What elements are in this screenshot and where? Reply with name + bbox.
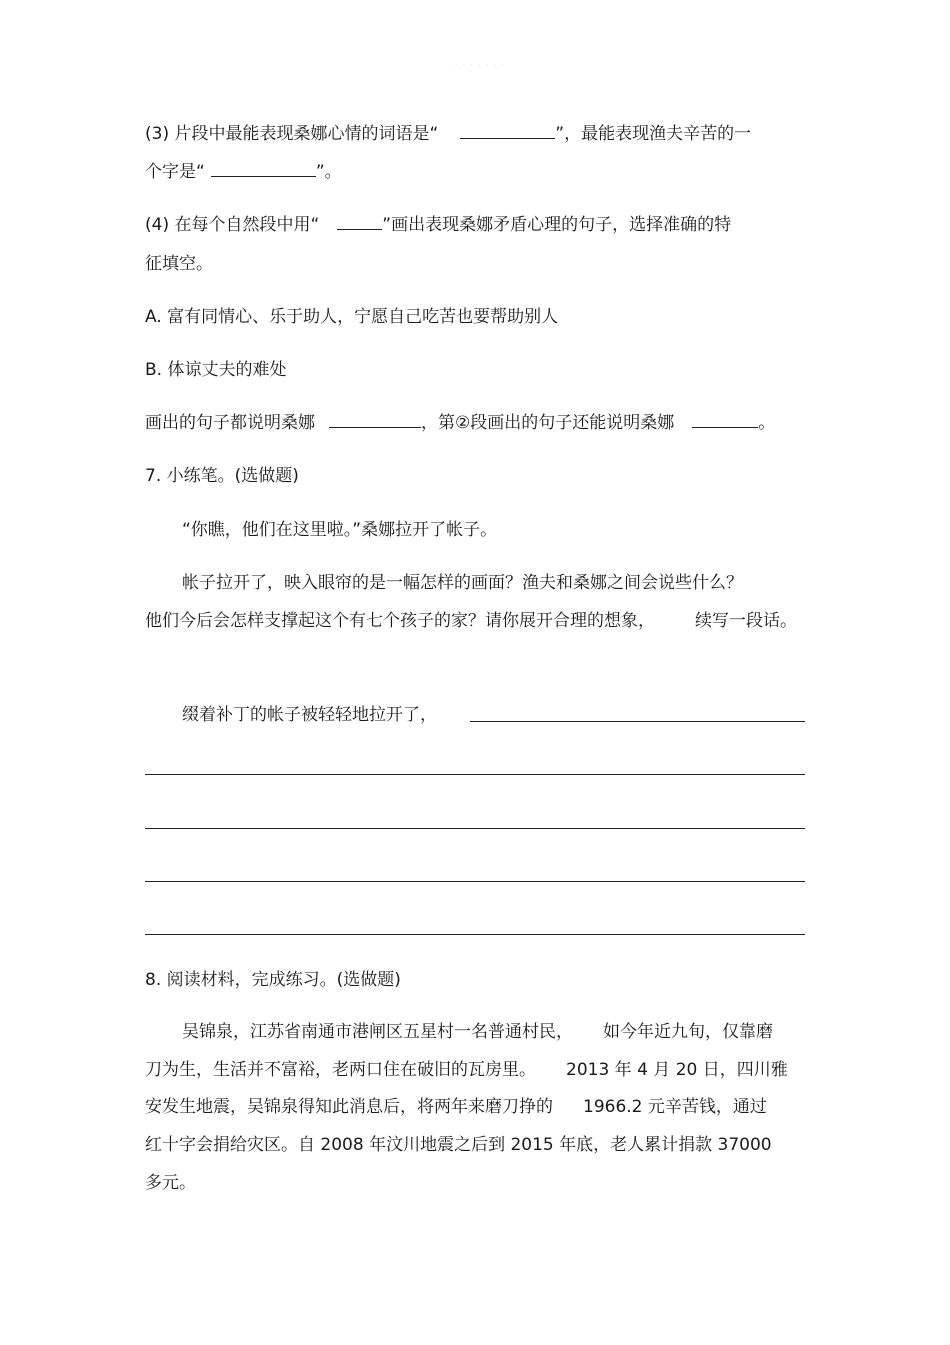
q8-para-line-2 — [145, 1058, 788, 1082]
q4-line-1 — [145, 213, 731, 237]
q4-blank-mark[interactable] — [337, 213, 382, 230]
q3-line-1 — [145, 122, 751, 146]
q4-fill-text-c: 。 — [758, 413, 776, 433]
q4-option-b: B. 体谅丈夫的难处 — [145, 360, 287, 380]
q7-writing-line-5[interactable] — [145, 934, 805, 935]
q3-text-b: ”，最能表现渔夫辛苦的一 — [555, 124, 752, 144]
q7-prompt-1: 帐子拉开了，映入眼帘的是一幅怎样的画面？渔夫和桑娜之间会说些什么？ — [182, 573, 743, 593]
q4-line-2: 征填空。 — [145, 254, 213, 274]
q7-writing-line-4[interactable] — [145, 881, 805, 882]
q7-writing-line-1[interactable] — [470, 721, 805, 722]
q8-title: 8. 阅读材料，完成练习。(选做题) — [145, 970, 401, 990]
q3-text-a: (3) 片段中最能表现桑娜心情的词语是“ — [145, 124, 439, 144]
q8-p1-b: 如今年近九旬，仅靠磨 — [603, 1022, 773, 1042]
q7-title: 7. 小练笔。(选做题) — [145, 466, 299, 486]
q8-p2-b: 2013 年 4 月 20 日，四川雅 — [566, 1060, 788, 1080]
q7-writing-line-3[interactable] — [145, 828, 805, 829]
q4-fill-text-a: 画出的句子都说明桑娜 — [145, 413, 315, 433]
q8-p3-b: 1966.2 元辛苦钱，通过 — [583, 1097, 767, 1117]
q4-blank-trait-all[interactable] — [329, 411, 421, 428]
q8-p3-a: 安发生地震，吴锦泉得知此消息后，将两年来磨刀挣的 — [145, 1097, 553, 1117]
q7-writing-line-2[interactable] — [145, 774, 805, 775]
q7-quote: “你瞧，他们在这里啦。”桑娜拉开了帐子。 — [182, 520, 498, 540]
q7-prompt-2a: 他们今后会怎样支撑起这个有七个孩子的家？请你展开合理的想象， — [145, 611, 655, 631]
q4-blank-trait-2[interactable] — [692, 411, 758, 428]
page-header-mark: · · · · · · · — [455, 62, 506, 69]
q8-p2-a: 刀为生，生活并不富裕，老两口住在破旧的瓦房里。 — [145, 1060, 536, 1080]
q8-para-line-5: 多元。 — [145, 1173, 196, 1193]
q7-prompt-2b: 续写一段话。 — [695, 611, 797, 631]
q7-prompt-2 — [145, 609, 797, 633]
q4-fill-line — [145, 411, 775, 435]
q8-p1-a: 吴锦泉，江苏省南通市港闸区五星村一名普通村民， — [182, 1022, 573, 1042]
q4-text-a: (4) 在每个自然段中用“ — [145, 215, 320, 235]
q3-blank-word[interactable] — [460, 122, 555, 139]
q4-text-b: ”画出表现桑娜矛盾心理的句子，选择准确的特 — [382, 215, 732, 235]
q8-para-line-3 — [145, 1095, 767, 1119]
q4-fill-text-b: ，第②段画出的句子还能说明桑娜 — [421, 413, 675, 433]
q3-blank-char[interactable] — [211, 160, 316, 177]
q3-line-2 — [145, 160, 342, 184]
q7-starter: 缀着补丁的帐子被轻轻地拉开了， — [182, 705, 437, 725]
q4-option-a: A. 富有同情心、乐于助人，宁愿自己吃苦也要帮助别人 — [145, 307, 559, 327]
q3-text-c: 个字是“ — [145, 162, 205, 182]
q3-text-d: ”。 — [315, 162, 342, 182]
q8-para-line-1 — [182, 1020, 773, 1044]
q8-para-line-4: 红十字会捐给灾区。自 2008 年汶川地震之后到 2015 年底，老人累计捐款 37000 — [145, 1135, 772, 1155]
